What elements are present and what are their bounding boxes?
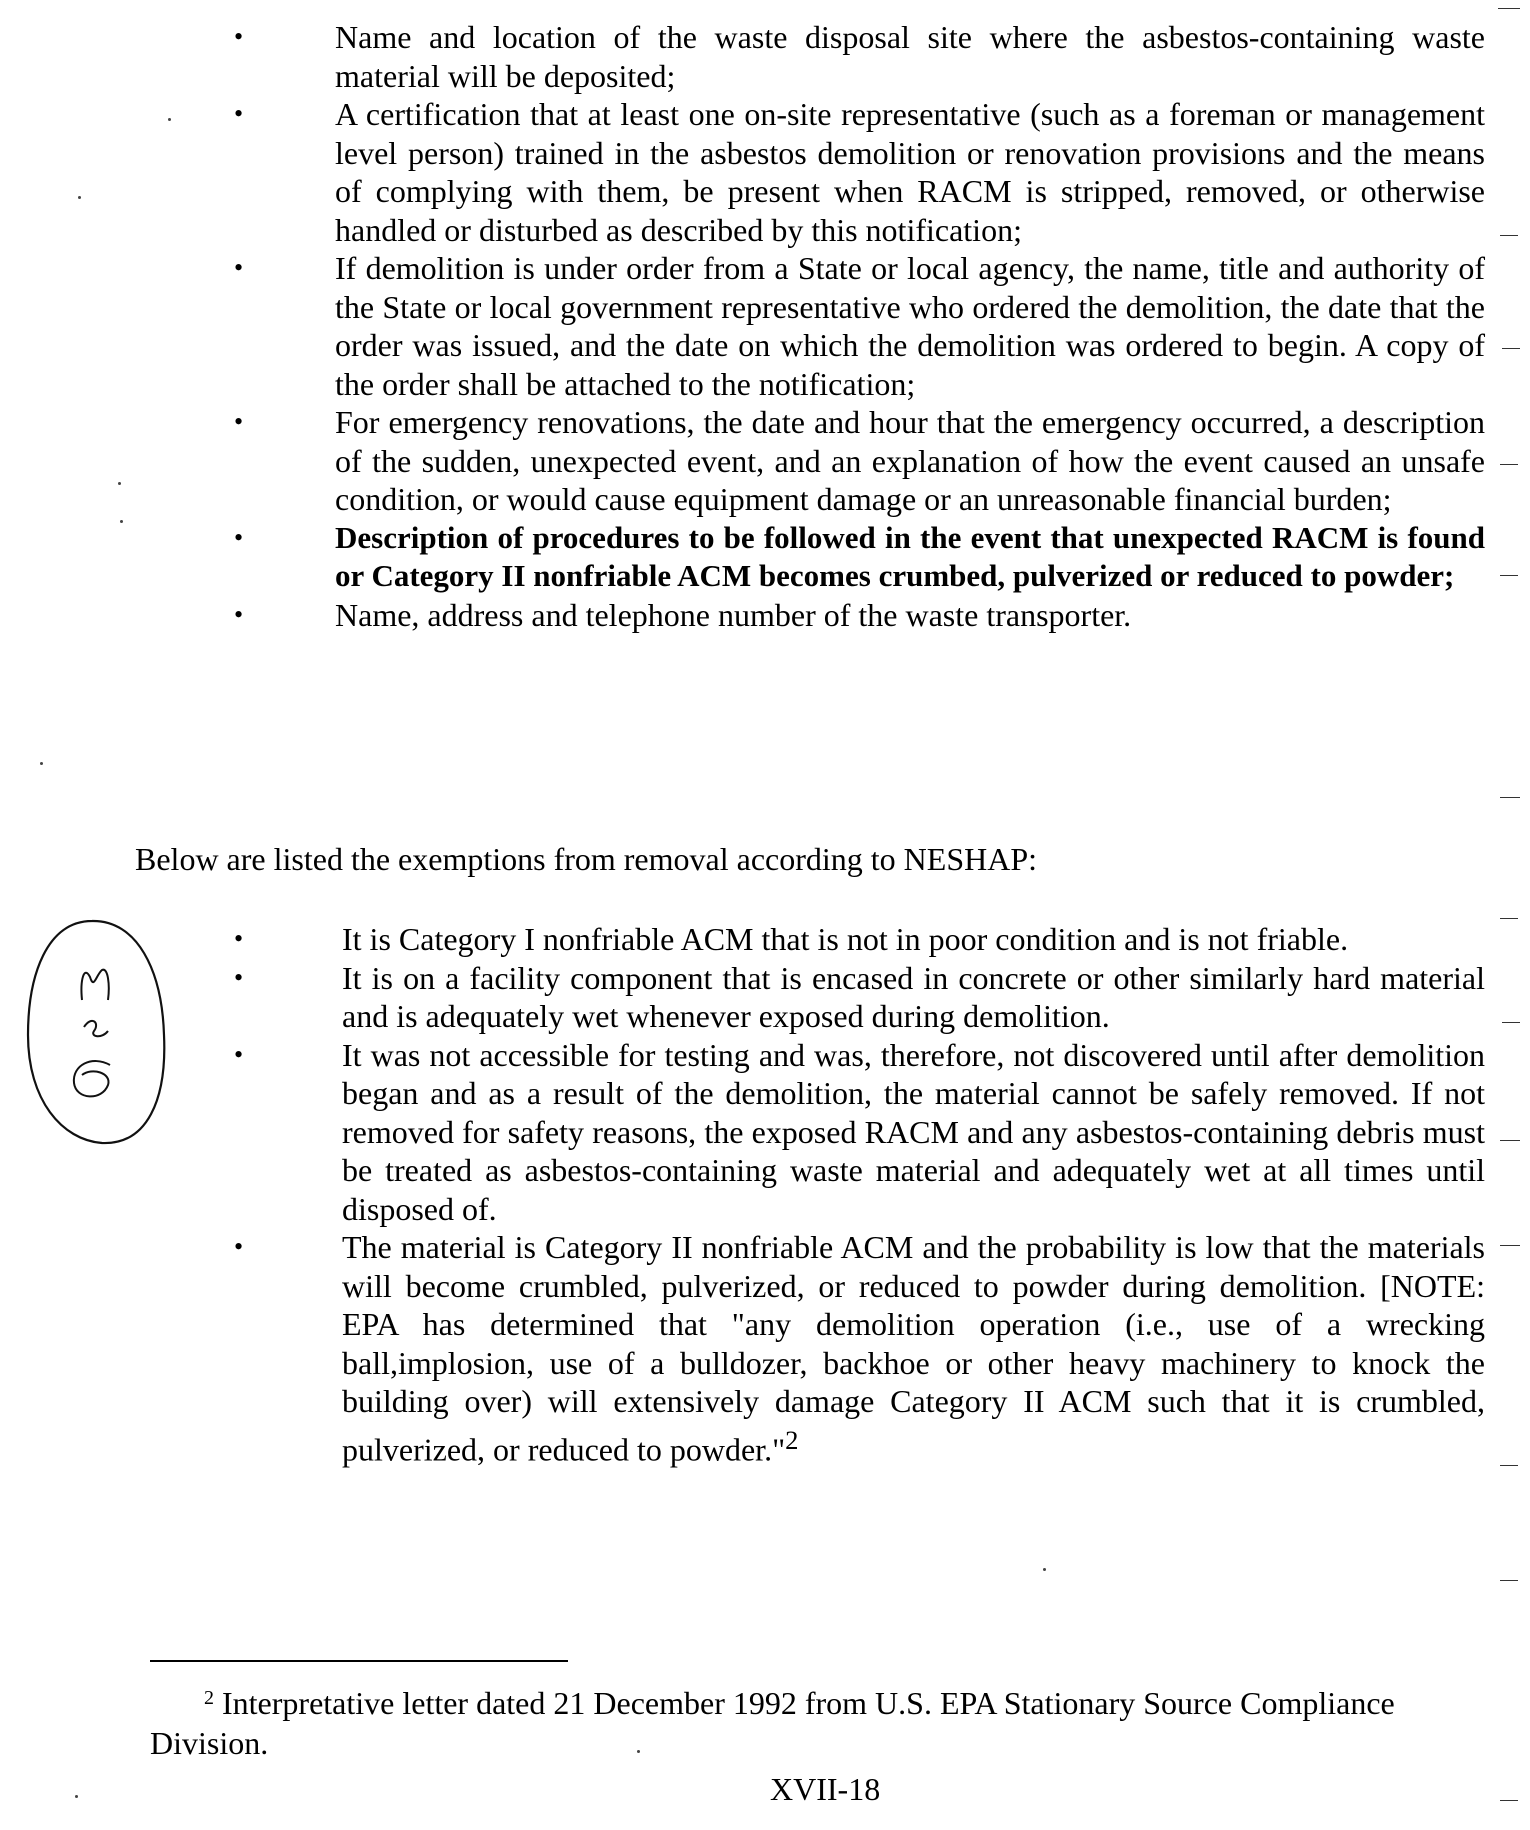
handwritten-circle-mark	[22, 915, 172, 1155]
scan-mark	[1502, 1022, 1520, 1023]
exemptions-intro: Below are listed the exemptions from removal according to NESHAP:	[135, 841, 1038, 877]
scan-mark	[1500, 918, 1518, 919]
scan-speck	[78, 196, 81, 199]
list-item-text: If demolition is under order from a State or local agency, the name, title and authority of the State or local government representative who ordered the demolition, the date that the order was issued, and the date on which the demolition was ordered to begin. A copy of the order shall be attached to the notification;	[335, 250, 1485, 402]
footnote-marker: 2	[204, 1687, 214, 1709]
footnote	[150, 1678, 1480, 1763]
scan-speck	[120, 520, 123, 523]
list-item	[0, 403, 1530, 519]
footnote-text: Interpretative letter dated 21 December 1992 from U.S. EPA Stationary Source Compliance	[222, 1685, 1395, 1721]
list-item-text: Description of procedures to be followed in the event that unexpected RACM is found or Category II nonfriable ACM becomes crumbed, pulverized or reduced to powder;	[335, 519, 1485, 593]
scan-mark	[1500, 1140, 1520, 1141]
list-item-text: For emergency renovations, the date and hour that the emergency occurred, a description of the sudden, unexpected event, and an explanation of how the event caused an unsafe condition, or would cause equipment damage or an unreasonable financial burden;	[335, 404, 1485, 517]
bullet-icon: •	[234, 522, 244, 552]
scan-speck	[40, 762, 43, 765]
list-item-text: Name, address and telephone number of the waste transporter.	[335, 596, 1132, 633]
scan-speck	[118, 482, 121, 485]
scan-speck	[168, 118, 171, 121]
list-item	[0, 249, 1530, 403]
list-item-text	[342, 1228, 1485, 1469]
scan-mark	[1500, 464, 1518, 465]
list-item	[0, 1228, 1530, 1469]
bullet-icon: •	[234, 962, 244, 992]
footnote-reference[interactable]: 2	[785, 1424, 799, 1455]
bullet-icon: •	[234, 1232, 244, 1261]
list-item	[0, 959, 1530, 1036]
list-item-text: Name and location of the waste disposal site where the asbestos-containing waste material will be deposited;	[335, 19, 1485, 94]
exemptions-list	[0, 920, 1530, 1469]
bullet-icon: •	[234, 924, 244, 953]
scan-mark	[1502, 348, 1520, 349]
list-item	[0, 596, 1530, 635]
notification-requirements-list	[0, 18, 1530, 634]
scan-mark	[1498, 8, 1520, 9]
bullet-icon: •	[234, 99, 244, 128]
footnote-separator	[150, 1660, 568, 1662]
scan-mark	[1500, 1580, 1518, 1581]
scan-mark	[1500, 1800, 1518, 1801]
bullet-icon: •	[234, 253, 244, 282]
list-item	[0, 920, 1530, 959]
scan-mark	[1500, 1245, 1520, 1246]
list-item-text: It is on a facility component that is encased in concrete or other similarly hard material and is adequately wet whenever exposed during demolition.	[342, 959, 1485, 1034]
bullet-icon: •	[234, 599, 244, 629]
scan-mark	[1500, 797, 1520, 798]
list-item-text: It is Category I nonfriable ACM that is not in poor condition and is not friable.	[342, 921, 1349, 957]
scan-mark	[1500, 575, 1518, 576]
list-item	[0, 95, 1530, 249]
list-item	[0, 1036, 1530, 1229]
scan-speck	[637, 1750, 640, 1753]
scan-mark	[1500, 1465, 1518, 1466]
bullet-icon: •	[234, 407, 244, 436]
list-item	[0, 18, 1530, 95]
bullet-icon: •	[234, 22, 244, 51]
scan-speck	[1043, 1568, 1046, 1571]
footnote-line	[150, 1678, 1480, 1723]
list-item-text: It was not accessible for testing and was, therefore, not discovered until after demolition began and as a result of the demolition, the material cannot be safely removed. If not removed for safety reasons, the exposed RACM and any asbestos-containing debris must be treated as asbestos-containing waste material and adequately wet at all times until disposed of.	[342, 1036, 1485, 1227]
list-item-body: The material is Category II nonfriable ACM and the probability is low that the materials will become crumbled, pulverized, or reduced to powder during demolition. [NOTE: EPA has determined that "any demolition operation (i.e., use of a wrecking ball,implosion, use of a bulldozer, backhoe or other heavy machinery to knock the building over) will extensively damage Category II ACM such that it is crumbled, pulverized, or reduced to powder."	[342, 1229, 1485, 1468]
footnote-continuation: Division.	[150, 1725, 269, 1761]
page-number: XVII-18	[770, 1771, 881, 1807]
list-item-text: A certification that at least one on-site representative (such as a foreman or management level person) trained in the asbestos demolition or renovation provisions and the means of complying with them, be present when RACM is stripped, removed, or otherwise handled or disturbed as described by this notification;	[335, 96, 1485, 248]
scan-speck	[75, 1795, 78, 1798]
list-item	[0, 519, 1530, 596]
bullet-icon: •	[234, 1039, 244, 1069]
scan-mark	[1500, 235, 1518, 236]
